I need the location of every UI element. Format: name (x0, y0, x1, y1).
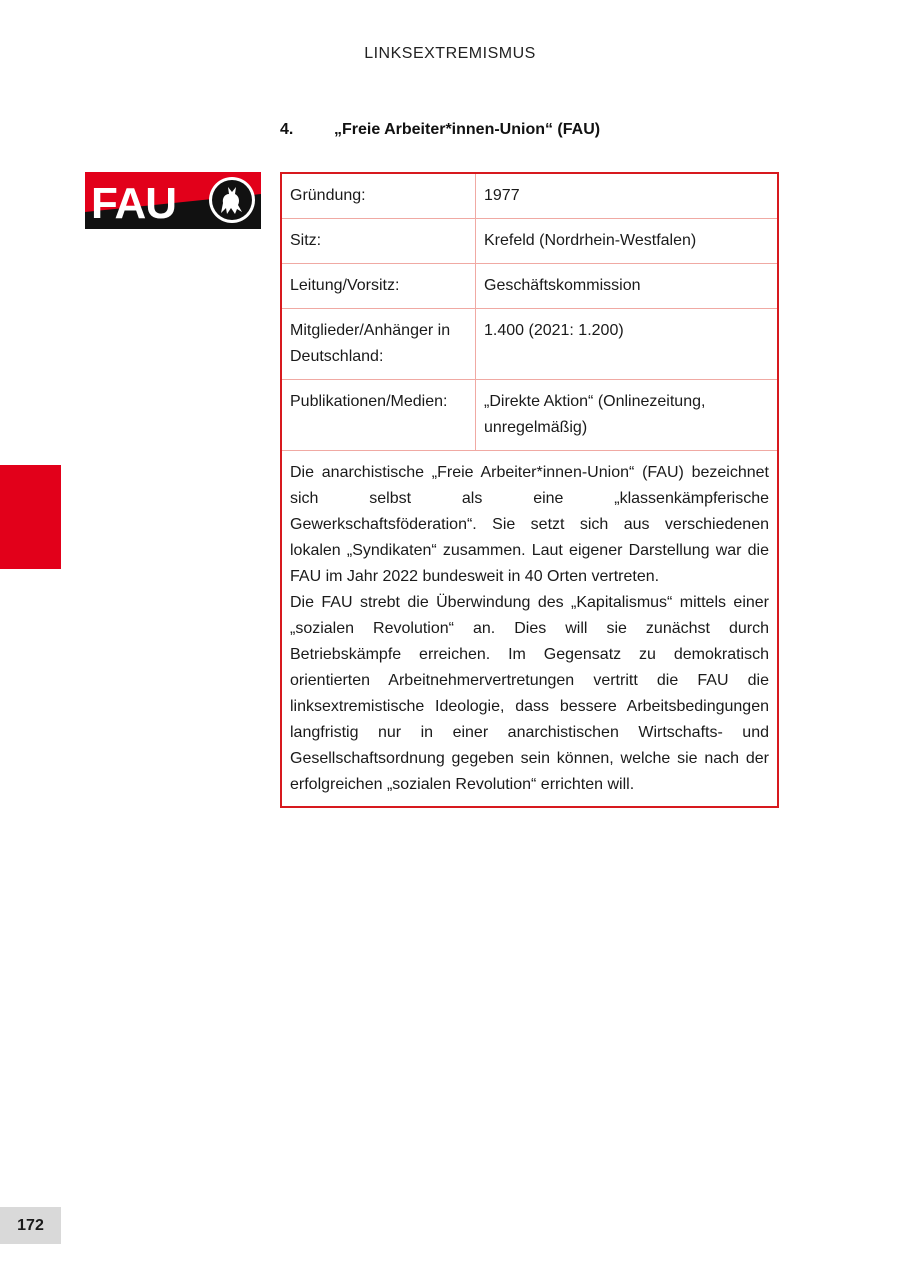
description-paragraph: Die anarchistische „Freie Arbeiter*innen-Union“ (FAU) bezeichnet sich selbst als eine „klassenkämpferische Gewerkschaftsföderation“. Sie setzt sich aus verschiedenen lokalen „Syndikaten“ zusammen. Laut eigener Darstellung war die FAU im Jahr 2022 bundesweit in 40 Orten vertreten. (290, 464, 769, 585)
description-paragraph: Die FAU strebt die Überwindung des „Kapitalismus“ mittels einer „sozialen Revolution“ an. Dies will sie zunächst durch Betriebskämpfe erreichen. Im Gegensatz zu demokratisch orientierten Arbeitnehmervertretungen vertritt die FAU die linksextremistische Ideologie, dass bessere Arbeitsbedingungen langfristig nur in einer anarchistischen Wirtschafts- und Gesellschaftsordnung gegeben sein können, welche sie nach der erfolgreichen „sozialen Revolution“ errichten will. (290, 594, 769, 793)
row-label-founding: Gründung: (282, 174, 476, 219)
fact-box (280, 172, 779, 808)
row-label-members: Mitglieder/Anhänger in Deutschland: (282, 309, 476, 380)
logo-text: FAU (91, 179, 176, 228)
row-label-seat: Sitz: (282, 219, 476, 264)
row-value-leadership: Geschäftskommission (476, 264, 778, 309)
description (282, 451, 777, 806)
table-row (282, 174, 777, 219)
row-label-leadership: Leitung/Vorsitz: (282, 264, 476, 309)
page-number: 172 (0, 1207, 61, 1244)
table-row (282, 219, 777, 264)
table-row (282, 309, 777, 380)
section-title: „Freie Arbeiter*innen-Union“ (FAU) (334, 121, 601, 138)
row-label-publications: Publikationen/Medien: (282, 380, 476, 451)
section-number: 4. (280, 121, 294, 138)
fau-logo (85, 172, 261, 229)
table-row (282, 264, 777, 309)
chapter-side-marker (0, 465, 61, 569)
fact-table (282, 174, 777, 451)
running-header: LINKSEXTREMISMUS (364, 45, 536, 62)
section-heading (280, 121, 600, 139)
table-row (282, 380, 777, 451)
row-value-publications: „Direkte Aktion“ (Onlinezeitung, unregelmäßig) (476, 380, 778, 451)
row-value-founding: 1977 (476, 174, 778, 219)
row-value-seat: Krefeld (Nordrhein-Westfalen) (476, 219, 778, 264)
row-value-members: 1.400 (2021: 1.200) (476, 309, 778, 380)
